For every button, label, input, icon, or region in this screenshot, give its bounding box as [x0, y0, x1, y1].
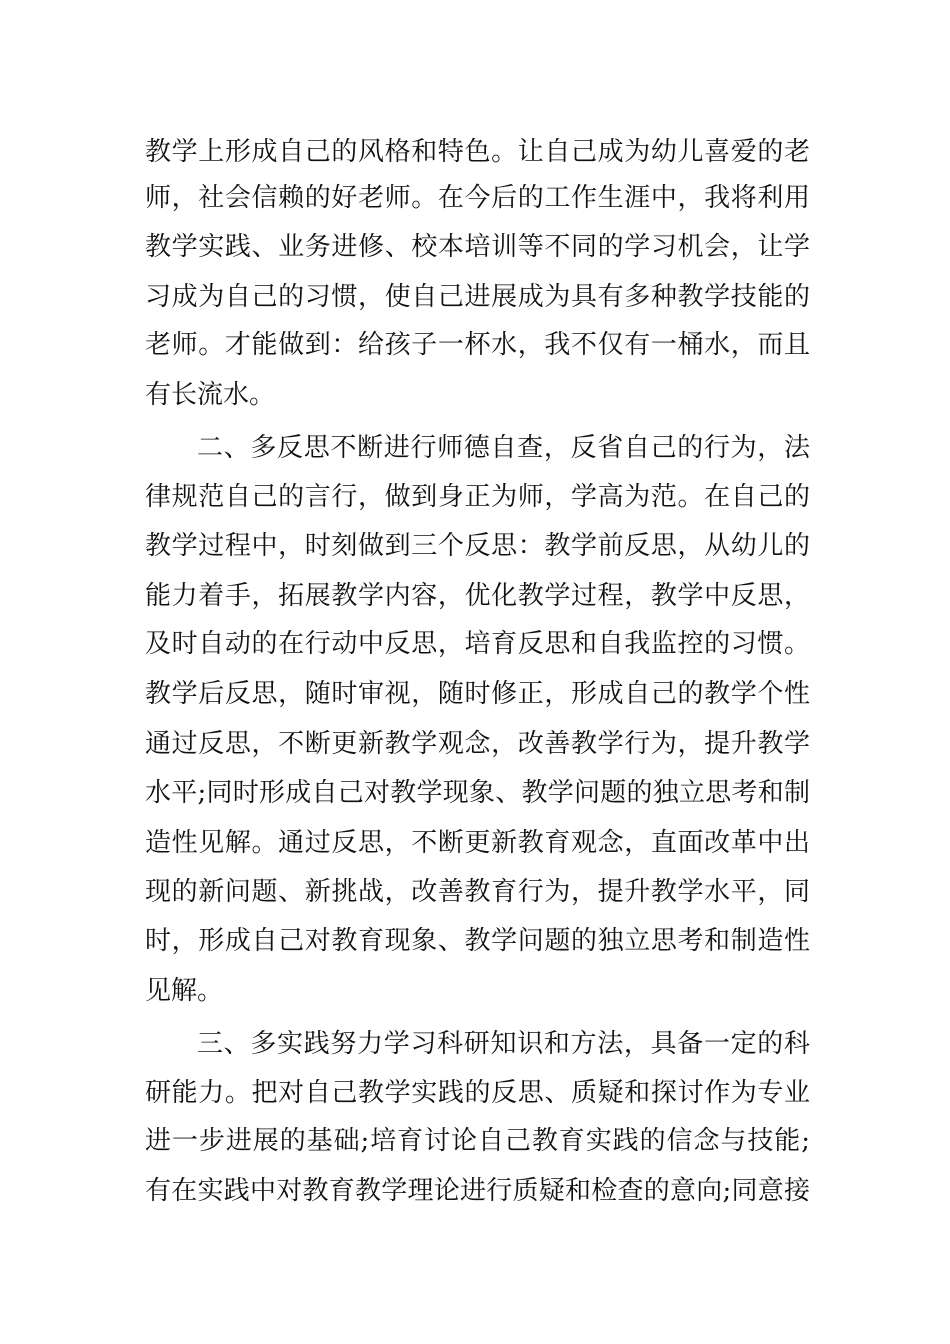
- text-line: 教学上形成自己的风格和特色。让自己成为幼儿喜爱的老: [145, 137, 810, 167]
- text-line: 教学后反思，随时审视，随时修正，形成自己的教学个性: [145, 679, 810, 709]
- text-line: 有长流水。: [145, 380, 276, 410]
- text-line: 及时自动的在行动中反思，培育反思和自我监控的习惯。: [145, 629, 810, 659]
- text-line: 研能力。把对自己教学实践的反思、质疑和探讨作为专业: [145, 1078, 810, 1108]
- text-line: 习成为自己的习惯，使自己进展成为具有多种教学技能的: [145, 282, 810, 312]
- paragraph-start-line: 三、多实践努力学习科研知识和方法，具备一定的科: [197, 1029, 810, 1059]
- text-line: 现的新问题、新挑战，改善教育行为，提升教学水平，同: [145, 877, 810, 907]
- text-line: 有在实践中对教育教学理论进行质疑和检查的意向;同意接: [145, 1176, 810, 1206]
- text-line: 进一步进展的基础;培育讨论自己教育实践的信念与技能;: [145, 1126, 810, 1156]
- text-line: 能力着手，拓展教学内容，优化教学过程，教学中反思，: [145, 581, 810, 611]
- text-line: 教学实践、业务进修、校本培训等不同的学习机会，让学: [145, 232, 810, 262]
- text-line: 律规范自己的言行，做到身正为师，学高为范。在自己的: [145, 482, 810, 512]
- paragraph-start-line: 二、多反思不断进行师德自查，反省自己的行为，法: [197, 433, 810, 463]
- text-line: 教学过程中，时刻做到三个反思：教学前反思，从幼儿的: [145, 531, 810, 561]
- text-line: 时，形成自己对教育现象、教学问题的独立思考和制造性: [145, 926, 810, 956]
- text-line: 师，社会信赖的好老师。在今后的工作生涯中，我将利用: [145, 183, 810, 213]
- text-line: 造性见解。通过反思，不断更新教育观念，直面改革中出: [145, 828, 810, 858]
- text-line: 老师。才能做到：给孩子一杯水，我不仅有一桶水，而且: [145, 330, 810, 360]
- text-line: 通过反思，不断更新教学观念，改善教学行为，提升教学: [145, 729, 810, 759]
- text-line: 见解。: [145, 976, 224, 1006]
- text-line: 水平;同时形成自己对教学现象、教学问题的独立思考和制: [145, 778, 810, 808]
